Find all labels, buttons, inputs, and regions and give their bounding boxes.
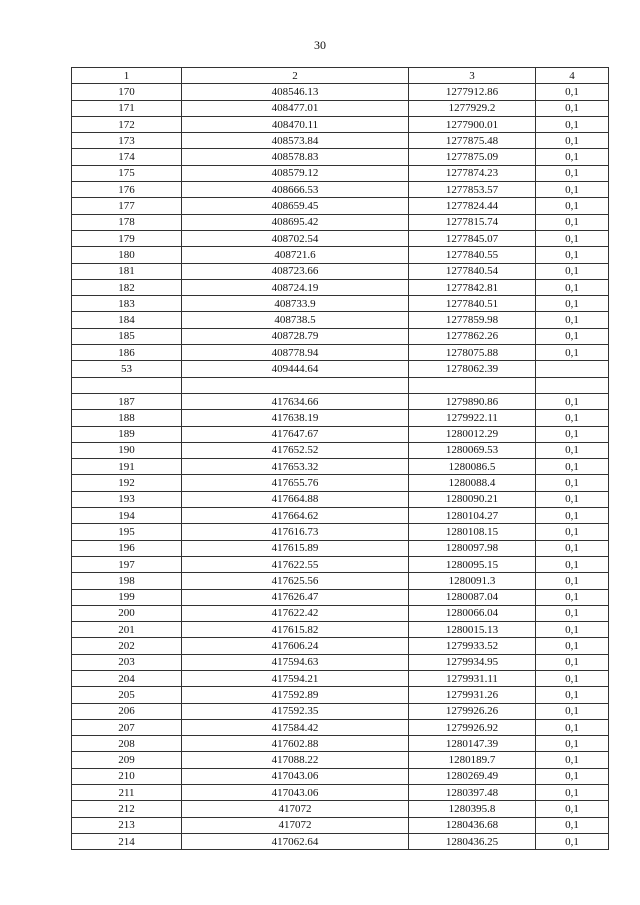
x-coordinate-cell: 408778.94: [182, 345, 409, 361]
y-coordinate-cell: 1280015.13: [409, 622, 536, 638]
x-coordinate-cell: 408659.45: [182, 198, 409, 214]
y-coordinate-cell: 1277912.86: [409, 84, 536, 100]
point-number-cell: 195: [72, 524, 182, 540]
point-number-cell: 186: [72, 345, 182, 361]
y-coordinate-cell: 1279931.11: [409, 670, 536, 686]
table-row: [72, 214, 609, 230]
table-row: [72, 149, 609, 165]
accuracy-cell: 0,1: [536, 312, 609, 328]
page-number: 30: [314, 38, 326, 52]
accuracy-cell: 0,1: [536, 736, 609, 752]
x-coordinate-cell: 408573.84: [182, 133, 409, 149]
table-row: [72, 703, 609, 719]
y-coordinate-cell: 1277862.26: [409, 328, 536, 344]
table-row: [72, 296, 609, 312]
x-coordinate-cell: 417584.42: [182, 719, 409, 735]
point-number-cell: 204: [72, 670, 182, 686]
y-coordinate-cell: 1280397.48: [409, 785, 536, 801]
table-row: [72, 182, 609, 198]
point-number-cell: 213: [72, 817, 182, 833]
x-coordinate-cell: 417602.88: [182, 736, 409, 752]
x-coordinate-cell: 408721.6: [182, 247, 409, 263]
x-coordinate-cell: 408733.9: [182, 296, 409, 312]
point-number-cell: 205: [72, 687, 182, 703]
column-header-1: 1: [72, 68, 182, 84]
point-number-cell: 179: [72, 230, 182, 246]
y-coordinate-cell: 1277840.51: [409, 296, 536, 312]
point-number-cell: 53: [72, 361, 182, 377]
y-coordinate-cell: 1280104.27: [409, 508, 536, 524]
point-number-cell: 203: [72, 654, 182, 670]
y-coordinate-cell: 1280097.98: [409, 540, 536, 556]
table-body: [72, 84, 609, 850]
y-coordinate-cell: 1277874.23: [409, 165, 536, 181]
y-coordinate-cell: 1280087.04: [409, 589, 536, 605]
table-row: [72, 279, 609, 295]
point-number-cell: 191: [72, 459, 182, 475]
x-coordinate-cell: 417625.56: [182, 573, 409, 589]
table-row: [72, 556, 609, 572]
table-row: [72, 230, 609, 246]
accuracy-cell: 0,1: [536, 116, 609, 132]
accuracy-cell: 0,1: [536, 654, 609, 670]
x-coordinate-cell: 417634.66: [182, 393, 409, 409]
accuracy-cell: 0,1: [536, 801, 609, 817]
x-coordinate-cell: 408470.11: [182, 116, 409, 132]
x-coordinate-cell: 417664.88: [182, 491, 409, 507]
table-row: [72, 801, 609, 817]
accuracy-cell: 0,1: [536, 589, 609, 605]
y-coordinate-cell: 1277824.44: [409, 198, 536, 214]
point-number-cell: 176: [72, 182, 182, 198]
table-row: [72, 491, 609, 507]
table-row: [72, 84, 609, 100]
y-coordinate-cell: 1278075.88: [409, 345, 536, 361]
y-coordinate-cell: 1279933.52: [409, 638, 536, 654]
y-coordinate-cell: 1280147.39: [409, 736, 536, 752]
accuracy-cell: 0,1: [536, 279, 609, 295]
point-number-cell: 188: [72, 410, 182, 426]
table-row: [72, 393, 609, 409]
accuracy-cell: [536, 361, 609, 377]
point-number-cell: 201: [72, 622, 182, 638]
accuracy-cell: 0,1: [536, 638, 609, 654]
accuracy-cell: 0,1: [536, 622, 609, 638]
table-row: [72, 768, 609, 784]
accuracy-cell: 0,1: [536, 442, 609, 458]
point-number-cell: 172: [72, 116, 182, 132]
x-coordinate-cell: 417622.55: [182, 556, 409, 572]
accuracy-cell: 0,1: [536, 703, 609, 719]
table-row: [72, 100, 609, 116]
table-row: [72, 833, 609, 849]
accuracy-cell: 0,1: [536, 670, 609, 686]
point-number-cell: 182: [72, 279, 182, 295]
y-coordinate-cell: [409, 377, 536, 393]
x-coordinate-cell: 417653.32: [182, 459, 409, 475]
x-coordinate-cell: 408695.42: [182, 214, 409, 230]
point-number-cell: 214: [72, 833, 182, 849]
column-header-2: 2: [182, 68, 409, 84]
table-row: [72, 687, 609, 703]
y-coordinate-cell: 1279890.86: [409, 393, 536, 409]
accuracy-cell: 0,1: [536, 198, 609, 214]
x-coordinate-cell: 417062.64: [182, 833, 409, 849]
y-coordinate-cell: 1280091.3: [409, 573, 536, 589]
table-row: [72, 475, 609, 491]
column-header-4: 4: [536, 68, 609, 84]
accuracy-cell: 0,1: [536, 100, 609, 116]
point-number-cell: 210: [72, 768, 182, 784]
x-coordinate-cell: 417638.19: [182, 410, 409, 426]
x-coordinate-cell: 408738.5: [182, 312, 409, 328]
y-coordinate-cell: 1277815.74: [409, 214, 536, 230]
point-number-cell: 180: [72, 247, 182, 263]
point-number-cell: 202: [72, 638, 182, 654]
y-coordinate-cell: 1280012.29: [409, 426, 536, 442]
y-coordinate-cell: 1277842.81: [409, 279, 536, 295]
y-coordinate-cell: 1279934.95: [409, 654, 536, 670]
accuracy-cell: 0,1: [536, 247, 609, 263]
x-coordinate-cell: 417043.06: [182, 768, 409, 784]
point-number-cell: 177: [72, 198, 182, 214]
x-coordinate-cell: 417652.52: [182, 442, 409, 458]
y-coordinate-cell: 1279926.92: [409, 719, 536, 735]
x-coordinate-cell: 417664.62: [182, 508, 409, 524]
table-row: [72, 426, 609, 442]
y-coordinate-cell: 1280069.53: [409, 442, 536, 458]
accuracy-cell: 0,1: [536, 165, 609, 181]
accuracy-cell: 0,1: [536, 410, 609, 426]
x-coordinate-cell: 417594.21: [182, 670, 409, 686]
point-number-cell: 209: [72, 752, 182, 768]
x-coordinate-cell: 417655.76: [182, 475, 409, 491]
point-number-cell: 184: [72, 312, 182, 328]
point-number-cell: 211: [72, 785, 182, 801]
accuracy-cell: 0,1: [536, 328, 609, 344]
x-coordinate-cell: 417592.35: [182, 703, 409, 719]
y-coordinate-cell: 1280090.21: [409, 491, 536, 507]
x-coordinate-cell: 417606.24: [182, 638, 409, 654]
y-coordinate-cell: 1280436.68: [409, 817, 536, 833]
accuracy-cell: 0,1: [536, 817, 609, 833]
x-coordinate-cell: 409444.64: [182, 361, 409, 377]
point-number-cell: 200: [72, 605, 182, 621]
point-number-cell: 197: [72, 556, 182, 572]
table-row: [72, 736, 609, 752]
y-coordinate-cell: 1277840.55: [409, 247, 536, 263]
x-coordinate-cell: 417043.06: [182, 785, 409, 801]
table-row: [72, 345, 609, 361]
x-coordinate-cell: 408666.53: [182, 182, 409, 198]
point-number-cell: 174: [72, 149, 182, 165]
table-row: [72, 670, 609, 686]
x-coordinate-cell: 417615.82: [182, 622, 409, 638]
table-row: [72, 377, 609, 393]
x-coordinate-cell: 408477.01: [182, 100, 409, 116]
table-row: [72, 638, 609, 654]
x-coordinate-cell: 417072: [182, 817, 409, 833]
point-number-cell: 171: [72, 100, 182, 116]
x-coordinate-cell: 408579.12: [182, 165, 409, 181]
y-coordinate-cell: 1277929.2: [409, 100, 536, 116]
x-coordinate-cell: [182, 377, 409, 393]
x-coordinate-cell: 417088.22: [182, 752, 409, 768]
x-coordinate-cell: 408546.13: [182, 84, 409, 100]
point-number-cell: 199: [72, 589, 182, 605]
point-number-cell: 196: [72, 540, 182, 556]
accuracy-cell: 0,1: [536, 524, 609, 540]
accuracy-cell: 0,1: [536, 296, 609, 312]
x-coordinate-cell: 417615.89: [182, 540, 409, 556]
coordinates-table: [71, 67, 609, 850]
table-row: [72, 442, 609, 458]
y-coordinate-cell: 1280269.49: [409, 768, 536, 784]
table-row: [72, 719, 609, 735]
table-row: [72, 116, 609, 132]
point-number-cell: 212: [72, 801, 182, 817]
table-row: [72, 459, 609, 475]
point-number-cell: 208: [72, 736, 182, 752]
accuracy-cell: 0,1: [536, 84, 609, 100]
table-row: [72, 361, 609, 377]
accuracy-cell: 0,1: [536, 833, 609, 849]
accuracy-cell: 0,1: [536, 687, 609, 703]
point-number-cell: 193: [72, 491, 182, 507]
point-number-cell: 198: [72, 573, 182, 589]
table-row: [72, 263, 609, 279]
accuracy-cell: 0,1: [536, 475, 609, 491]
y-coordinate-cell: 1280108.15: [409, 524, 536, 540]
accuracy-cell: 0,1: [536, 459, 609, 475]
point-number-cell: [72, 377, 182, 393]
accuracy-cell: 0,1: [536, 345, 609, 361]
x-coordinate-cell: 417594.63: [182, 654, 409, 670]
accuracy-cell: 0,1: [536, 149, 609, 165]
x-coordinate-cell: 417616.73: [182, 524, 409, 540]
point-number-cell: 183: [72, 296, 182, 312]
point-number-cell: 207: [72, 719, 182, 735]
accuracy-cell: 0,1: [536, 491, 609, 507]
accuracy-cell: 0,1: [536, 573, 609, 589]
table-row: [72, 752, 609, 768]
y-coordinate-cell: 1277900.01: [409, 116, 536, 132]
x-coordinate-cell: 417592.89: [182, 687, 409, 703]
table-row: [72, 410, 609, 426]
column-header-3: 3: [409, 68, 536, 84]
accuracy-cell: 0,1: [536, 719, 609, 735]
table-row: [72, 508, 609, 524]
point-number-cell: 181: [72, 263, 182, 279]
accuracy-cell: 0,1: [536, 752, 609, 768]
point-number-cell: 190: [72, 442, 182, 458]
table-row: [72, 312, 609, 328]
accuracy-cell: 0,1: [536, 605, 609, 621]
point-number-cell: 194: [72, 508, 182, 524]
accuracy-cell: 0,1: [536, 556, 609, 572]
accuracy-cell: 0,1: [536, 393, 609, 409]
accuracy-cell: 0,1: [536, 785, 609, 801]
accuracy-cell: 0,1: [536, 263, 609, 279]
y-coordinate-cell: 1280189.7: [409, 752, 536, 768]
point-number-cell: 187: [72, 393, 182, 409]
table-row: [72, 198, 609, 214]
point-number-cell: 206: [72, 703, 182, 719]
x-coordinate-cell: 408723.66: [182, 263, 409, 279]
table-row: [72, 165, 609, 181]
y-coordinate-cell: 1279922.11: [409, 410, 536, 426]
table-row: [72, 133, 609, 149]
table-row: [72, 589, 609, 605]
y-coordinate-cell: 1280436.25: [409, 833, 536, 849]
table-row: [72, 605, 609, 621]
accuracy-cell: 0,1: [536, 133, 609, 149]
y-coordinate-cell: 1279926.26: [409, 703, 536, 719]
table-row: [72, 654, 609, 670]
x-coordinate-cell: 417622.42: [182, 605, 409, 621]
table-row: [72, 622, 609, 638]
y-coordinate-cell: 1277840.54: [409, 263, 536, 279]
y-coordinate-cell: 1277875.48: [409, 133, 536, 149]
point-number-cell: 189: [72, 426, 182, 442]
table-row: [72, 247, 609, 263]
x-coordinate-cell: 417647.67: [182, 426, 409, 442]
x-coordinate-cell: 408578.83: [182, 149, 409, 165]
accuracy-cell: 0,1: [536, 508, 609, 524]
y-coordinate-cell: 1278062.39: [409, 361, 536, 377]
accuracy-cell: 0,1: [536, 540, 609, 556]
y-coordinate-cell: 1277859.98: [409, 312, 536, 328]
point-number-cell: 173: [72, 133, 182, 149]
y-coordinate-cell: 1277875.09: [409, 149, 536, 165]
y-coordinate-cell: 1280086.5: [409, 459, 536, 475]
x-coordinate-cell: 408728.79: [182, 328, 409, 344]
accuracy-cell: 0,1: [536, 768, 609, 784]
table-header-row: [72, 68, 609, 84]
point-number-cell: 170: [72, 84, 182, 100]
y-coordinate-cell: 1280395.8: [409, 801, 536, 817]
x-coordinate-cell: 408724.19: [182, 279, 409, 295]
table-row: [72, 573, 609, 589]
accuracy-cell: 0,1: [536, 182, 609, 198]
accuracy-cell: 0,1: [536, 426, 609, 442]
point-number-cell: 178: [72, 214, 182, 230]
y-coordinate-cell: 1277845.07: [409, 230, 536, 246]
point-number-cell: 175: [72, 165, 182, 181]
y-coordinate-cell: 1280095.15: [409, 556, 536, 572]
x-coordinate-cell: 417626.47: [182, 589, 409, 605]
point-number-cell: 185: [72, 328, 182, 344]
y-coordinate-cell: 1280088.4: [409, 475, 536, 491]
table-row: [72, 817, 609, 833]
y-coordinate-cell: 1280066.04: [409, 605, 536, 621]
y-coordinate-cell: 1279931.26: [409, 687, 536, 703]
table-row: [72, 785, 609, 801]
x-coordinate-cell: 408702.54: [182, 230, 409, 246]
accuracy-cell: [536, 377, 609, 393]
accuracy-cell: 0,1: [536, 214, 609, 230]
table-row: [72, 328, 609, 344]
table-row: [72, 540, 609, 556]
point-number-cell: 192: [72, 475, 182, 491]
x-coordinate-cell: 417072: [182, 801, 409, 817]
table-row: [72, 524, 609, 540]
y-coordinate-cell: 1277853.57: [409, 182, 536, 198]
accuracy-cell: 0,1: [536, 230, 609, 246]
